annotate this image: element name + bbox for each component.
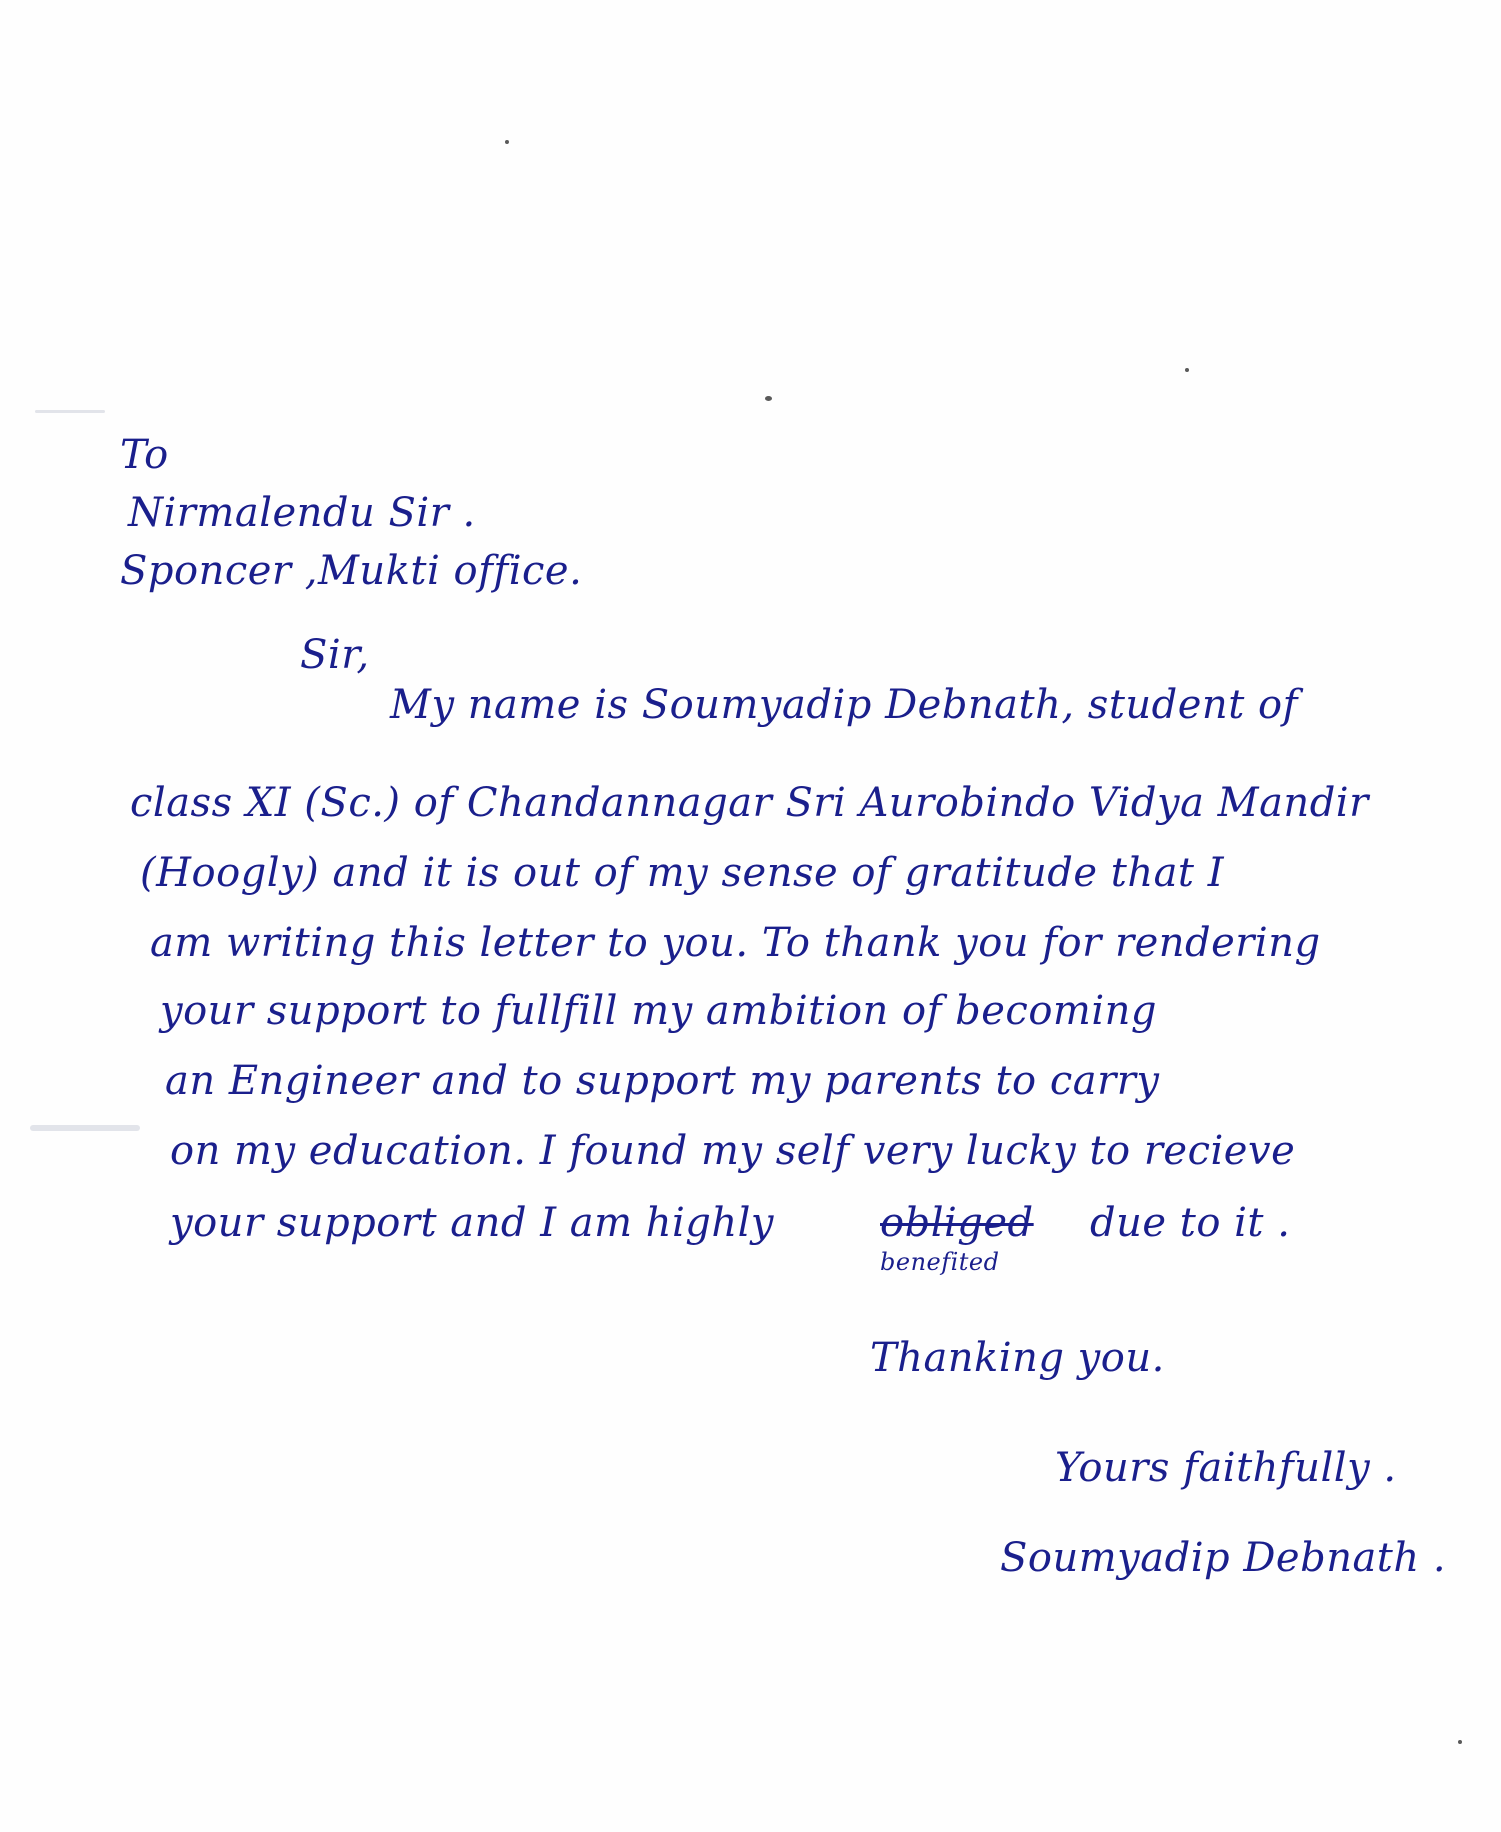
- salutation: Sir,: [300, 632, 370, 678]
- address-name: Nirmalendu Sir .: [128, 490, 476, 536]
- inserted-word: benefited: [880, 1248, 1000, 1276]
- body-line: class XI (Sc.) of Chandannagar Sri Aurobindo Vidya Mandir: [130, 780, 1369, 826]
- closing-sign-off: Yours faithfully .: [1055, 1445, 1397, 1491]
- body-line: My name is Soumyadip Debnath, student of: [390, 682, 1298, 728]
- address-to: To: [120, 432, 169, 478]
- body-line: on my education. I found my self very lucky to recieve: [170, 1128, 1296, 1174]
- struck-word: obliged: [880, 1200, 1034, 1246]
- scan-speck: [1458, 1740, 1462, 1744]
- body-line: am writing this letter to you. To thank you for rendering: [150, 920, 1321, 966]
- scan-smudge: [35, 410, 105, 413]
- body-line: your support to fullfill my ambition of becoming: [160, 988, 1157, 1034]
- address-role: Sponcer ,Mukti office.: [120, 548, 583, 594]
- scan-speck: [765, 396, 772, 401]
- body-line: (Hoogly) and it is out of my sense of gratitude that I: [140, 850, 1225, 896]
- body-line-start: your support and I am highly: [170, 1200, 775, 1246]
- body-line: an Engineer and to support my parents to carry: [165, 1058, 1160, 1104]
- scan-speck: [505, 140, 509, 144]
- body-line-end: due to it .: [1090, 1200, 1291, 1246]
- scan-smudge: [30, 1125, 140, 1131]
- signature: Soumyadip Debnath .: [1000, 1535, 1447, 1581]
- scan-speck: [1185, 368, 1189, 372]
- closing-thanks: Thanking you.: [870, 1335, 1165, 1381]
